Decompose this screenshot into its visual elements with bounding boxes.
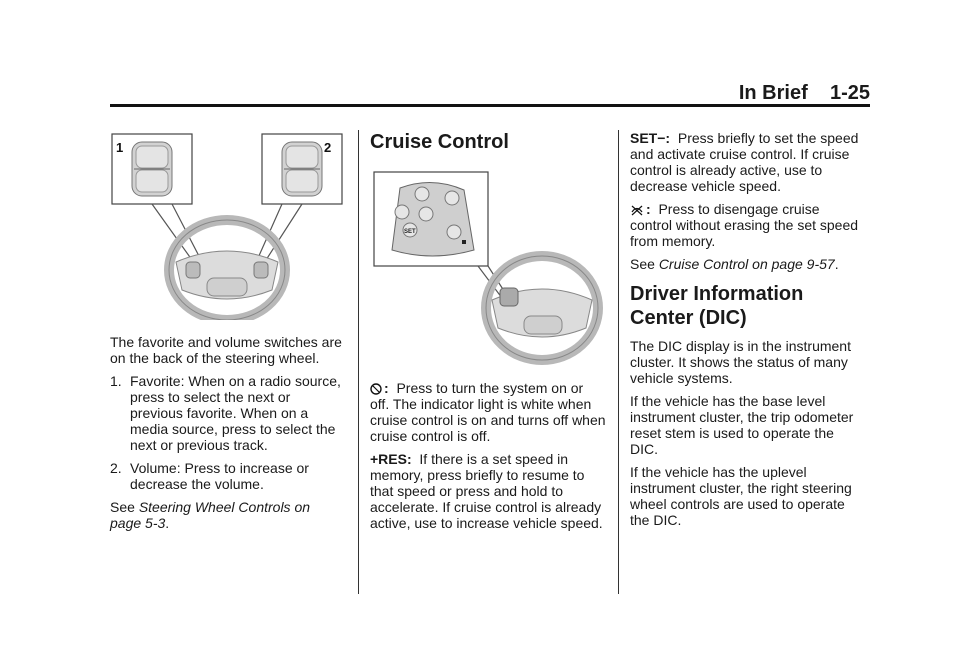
list-number: 2. xyxy=(110,460,122,476)
header-rule xyxy=(110,104,870,107)
dic-para-1: The DIC display is in the instrument cluster. It shows the status of many vehicle systems. xyxy=(630,338,851,386)
callout-1: 1 xyxy=(116,140,124,155)
middle-column xyxy=(370,130,606,154)
column-divider-2 xyxy=(618,130,619,594)
cruise-text xyxy=(370,380,606,538)
list-text: Volume: Press to increase or decrease the volume. xyxy=(130,460,309,492)
cruise-cancel-icon xyxy=(630,204,644,216)
set-button-description: SET−: Press briefly to set the speed and activate cruise control. If cruise control is already active, use to decrease vehicle speed. xyxy=(630,130,859,194)
right-column xyxy=(630,130,862,535)
section-title: In Brief xyxy=(738,82,808,104)
page-header xyxy=(110,78,870,106)
dic-heading: Driver Information Center (DIC) xyxy=(630,283,804,329)
list-text: Favorite: When on a radio source, press to select the next or previous favorite. When on a media source, press to select the next or previous track. xyxy=(130,373,341,453)
cruise-control-figure xyxy=(370,168,606,368)
steering-wheel-switches-figure xyxy=(110,130,344,320)
power-button-description: : Press to turn the system on or off. The indicator light is white when cruise control is on and turns off when cruise control is off. xyxy=(370,380,606,444)
list-number: 1. xyxy=(110,373,122,389)
cruise-on-off-icon xyxy=(370,383,382,395)
header-text xyxy=(739,82,870,105)
see-reference: See Cruise Control on page 9-57. xyxy=(630,256,839,272)
list-item-volume xyxy=(110,460,344,492)
set-button-label: SET xyxy=(404,229,416,235)
left-column xyxy=(110,334,344,538)
see-reference: See Steering Wheel Controls on page 5-3. xyxy=(110,499,311,531)
dic-para-3: If the vehicle has the uplevel instrument cluster, the right steering wheel controls are used to operate the DIC. xyxy=(630,464,852,528)
page-number: 1-25 xyxy=(829,82,870,104)
switches-intro: The favorite and volume switches are on the back of the steering wheel. xyxy=(110,334,342,366)
list-item-favorite xyxy=(110,373,344,453)
callout-2: 2 xyxy=(324,140,332,155)
steering-wheel-controls-link[interactable]: Steering Wheel Controls on page 5-3 xyxy=(110,499,311,531)
cruise-button-pad xyxy=(392,182,474,256)
cruise-control-link[interactable]: Cruise Control on page 9-57 xyxy=(658,256,835,272)
resume-button-description: +RES: If there is a set speed in memory, press briefly to resume to that speed or press and hold to accelerate. If cruise control is already active, use to increase vehicle speed. xyxy=(370,451,603,531)
column-divider-1 xyxy=(358,130,359,594)
cruise-control-heading: Cruise Control xyxy=(370,131,509,153)
dic-para-2: If the vehicle has the base level instrument cluster, the trip odometer reset stem is used to operate the DIC. xyxy=(630,393,854,457)
cancel-button-description: : Press to disengage cruise control without erasing the set speed from memory. xyxy=(630,201,859,249)
